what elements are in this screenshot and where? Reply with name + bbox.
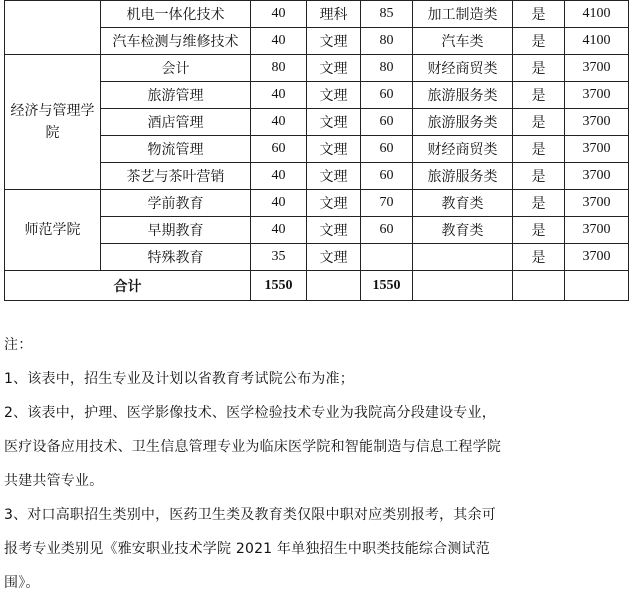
total-empty-cell	[565, 271, 629, 301]
flag-cell: 是	[513, 217, 565, 244]
note-line: 1、该表中，招生专业及计划以省教育考试院公布为准；	[4, 371, 354, 387]
plan-cell: 40	[251, 163, 307, 190]
fee-cell: 4100	[565, 1, 629, 28]
category-cell: 教育类	[413, 217, 513, 244]
major-cell: 物流管理	[101, 136, 251, 163]
category-cell: 教育类	[413, 190, 513, 217]
major-cell: 会计	[101, 55, 251, 82]
total-empty-cell	[307, 271, 361, 301]
plan2-cell	[361, 244, 413, 271]
note-line: 报考专业类别见《雅安职业技术学院 2021 年单独招生中职类技能综合测试范	[4, 541, 490, 557]
flag-cell: 是	[513, 244, 565, 271]
category-cell: 加工制造类	[413, 1, 513, 28]
fee-cell: 3700	[565, 82, 629, 109]
college-cell	[5, 1, 101, 55]
note-line: 共建共管专业。	[4, 473, 104, 489]
stream-cell: 理科	[307, 1, 361, 28]
plan2-cell: 80	[361, 28, 413, 55]
plan-cell: 40	[251, 82, 307, 109]
fee-cell: 3700	[565, 109, 629, 136]
flag-cell: 是	[513, 1, 565, 28]
total-empty-cell	[513, 271, 565, 301]
category-cell: 财经商贸类	[413, 136, 513, 163]
fee-cell: 3700	[565, 163, 629, 190]
stream-cell: 文理	[307, 244, 361, 271]
stream-cell: 文理	[307, 55, 361, 82]
major-cell: 早期教育	[101, 217, 251, 244]
major-cell: 酒店管理	[101, 109, 251, 136]
enrollment-table	[4, 0, 629, 301]
major-cell: 特殊教育	[101, 244, 251, 271]
fee-cell: 3700	[565, 217, 629, 244]
table-row	[5, 1, 629, 28]
plan-cell: 40	[251, 217, 307, 244]
major-cell: 茶艺与茶叶营销	[101, 163, 251, 190]
notes-heading: 注：	[4, 337, 33, 353]
stream-cell: 文理	[307, 217, 361, 244]
total-label-cell: 合计	[5, 271, 251, 301]
stream-cell: 文理	[307, 163, 361, 190]
flag-cell: 是	[513, 190, 565, 217]
plan-cell: 80	[251, 55, 307, 82]
category-cell: 财经商贸类	[413, 55, 513, 82]
total-row	[5, 271, 629, 301]
category-cell: 旅游服务类	[413, 82, 513, 109]
plan-cell: 60	[251, 136, 307, 163]
plan2-cell: 60	[361, 217, 413, 244]
plan2-cell: 60	[361, 82, 413, 109]
flag-cell: 是	[513, 55, 565, 82]
plan2-cell: 80	[361, 55, 413, 82]
major-cell: 学前教育	[101, 190, 251, 217]
plan2-cell: 85	[361, 1, 413, 28]
flag-cell: 是	[513, 109, 565, 136]
stream-cell: 文理	[307, 190, 361, 217]
fee-cell: 3700	[565, 55, 629, 82]
flag-cell: 是	[513, 136, 565, 163]
fee-cell: 3700	[565, 244, 629, 271]
note-line: 围》。	[4, 575, 40, 591]
total-empty-cell	[413, 271, 513, 301]
plan2-cell: 60	[361, 136, 413, 163]
plan2-cell: 60	[361, 109, 413, 136]
flag-cell: 是	[513, 28, 565, 55]
category-cell: 旅游服务类	[413, 163, 513, 190]
plan2-cell: 60	[361, 163, 413, 190]
category-cell	[413, 244, 513, 271]
plan-cell: 40	[251, 1, 307, 28]
note-line: 医疗设备应用技术、卫生信息管理专业为临床医学院和智能制造与信息工程学院	[4, 439, 501, 455]
table-body	[5, 1, 629, 301]
major-cell: 旅游管理	[101, 82, 251, 109]
notes-section	[4, 328, 624, 594]
total-plan2-cell: 1550	[361, 271, 413, 301]
plan-cell: 35	[251, 244, 307, 271]
plan-cell: 40	[251, 190, 307, 217]
college-cell: 经济与管理学院	[5, 55, 101, 190]
table-row	[5, 55, 629, 82]
stream-cell: 文理	[307, 28, 361, 55]
fee-cell: 3700	[565, 190, 629, 217]
flag-cell: 是	[513, 82, 565, 109]
stream-cell: 文理	[307, 109, 361, 136]
fee-cell: 4100	[565, 28, 629, 55]
note-line: 3、对口高职招生类别中，医药卫生类及教育类仅限中职对应类别报考，其余可	[4, 507, 496, 523]
fee-cell: 3700	[565, 136, 629, 163]
category-cell: 汽车类	[413, 28, 513, 55]
note-line: 2、该表中，护理、医学影像技术、医学检验技术专业为我院高分段建设专业，	[4, 405, 496, 421]
table-row	[5, 190, 629, 217]
major-cell: 汽车检测与维修技术	[101, 28, 251, 55]
category-cell: 旅游服务类	[413, 109, 513, 136]
total-plan-cell: 1550	[251, 271, 307, 301]
plan-cell: 40	[251, 109, 307, 136]
major-cell: 机电一体化技术	[101, 1, 251, 28]
flag-cell: 是	[513, 163, 565, 190]
college-cell: 师范学院	[5, 190, 101, 271]
plan2-cell: 70	[361, 190, 413, 217]
stream-cell: 文理	[307, 136, 361, 163]
stream-cell: 文理	[307, 82, 361, 109]
plan-cell: 40	[251, 28, 307, 55]
